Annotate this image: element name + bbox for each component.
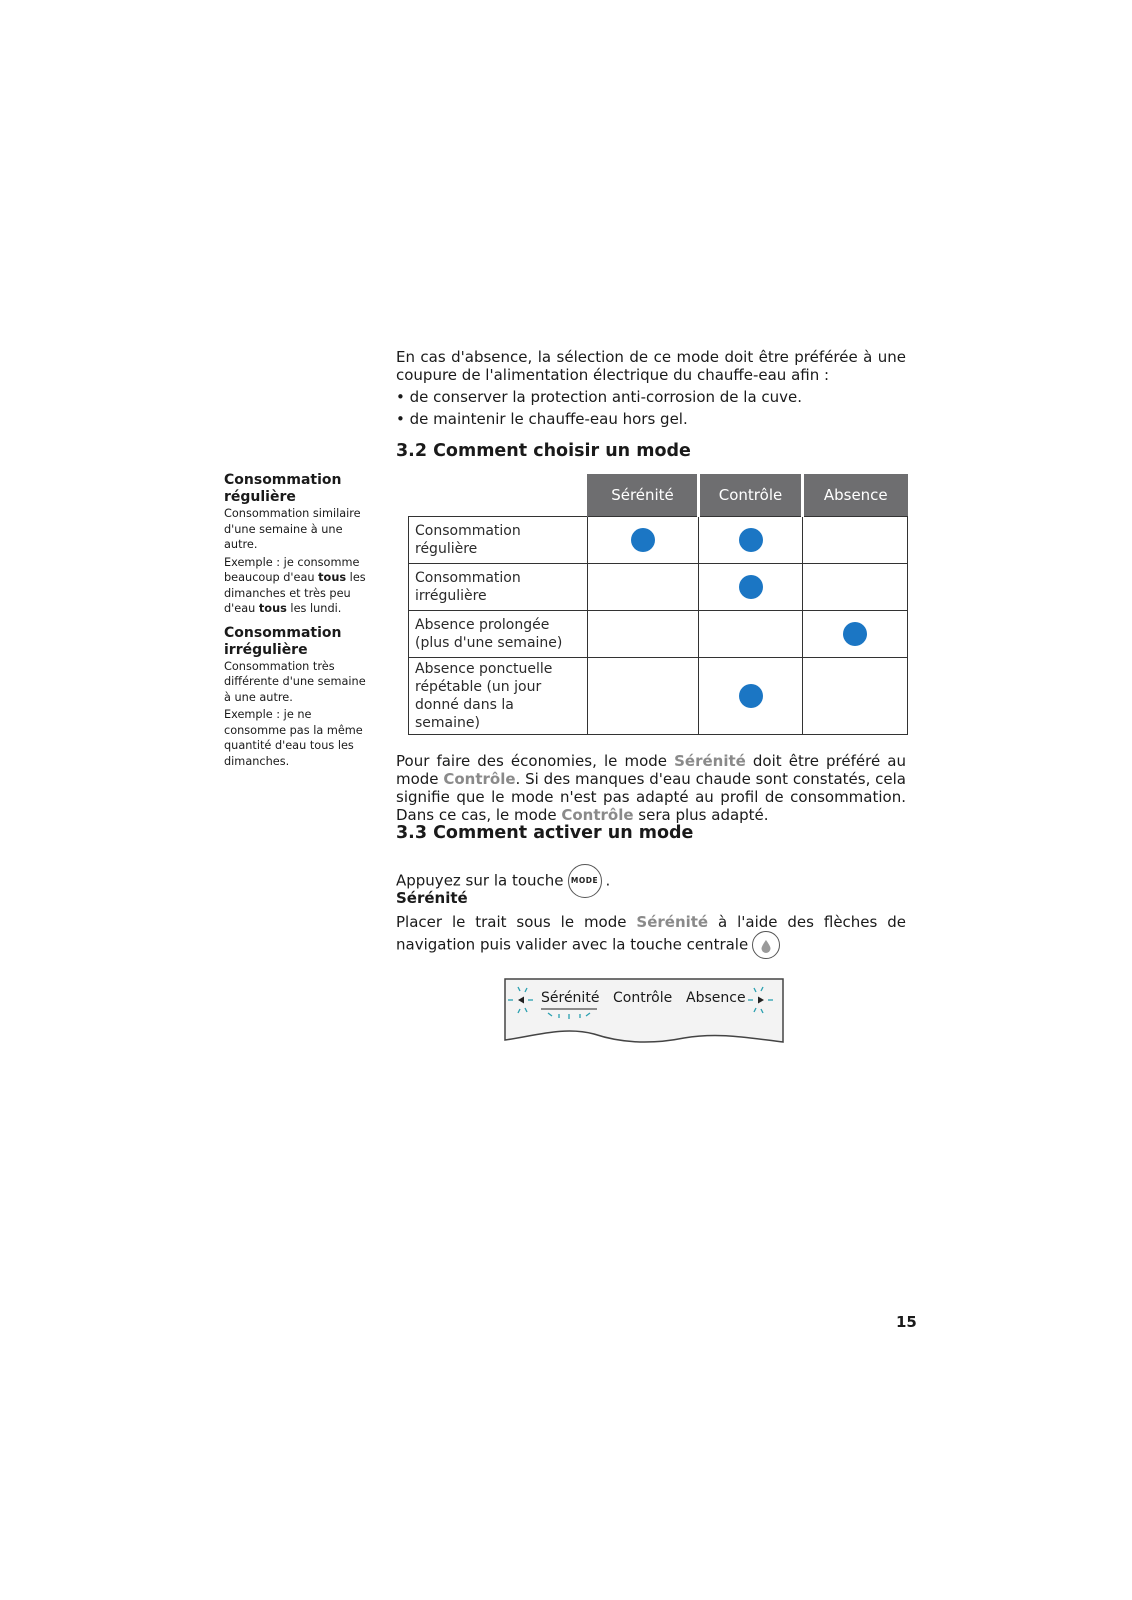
cell xyxy=(588,611,699,658)
display-illustration xyxy=(504,978,784,1048)
cell xyxy=(588,564,699,611)
row-label: Consommation irrégulière xyxy=(409,564,588,611)
mode-selection-table xyxy=(408,474,908,735)
column-absence: Absence xyxy=(803,474,908,517)
cell xyxy=(803,564,908,611)
mode-button-icon: MODE xyxy=(568,864,602,898)
row-label: Absence prolongée (plus d'une semaine) xyxy=(409,611,588,658)
table-row xyxy=(409,658,908,735)
table-row xyxy=(409,564,908,611)
cell xyxy=(803,517,908,564)
cell xyxy=(699,564,803,611)
regular-consumption-example: Exemple : je consomme beaucoup d'eau tous les dimanches et très peu d'eau tous les lundi. xyxy=(224,555,366,615)
selection-dot xyxy=(631,528,655,552)
table-corner xyxy=(409,474,588,517)
sidebar-notes xyxy=(224,472,372,771)
column-serenite: Sérénité xyxy=(588,474,699,517)
display-item-absence: Absence xyxy=(686,990,746,1006)
water-drop-icon xyxy=(752,931,780,959)
serenite-subtitle: Sérénité xyxy=(396,889,468,907)
cell xyxy=(699,658,803,735)
display-frame xyxy=(504,978,784,1048)
irregular-consumption-desc: Consommation très différente d'une semaine à une autre. xyxy=(224,659,366,704)
advice-paragraph: Pour faire des économies, le mode Sérénité doit être préféré au mode Contrôle. Si des manques d'eau chaude sont constatés, cela signifie que le mode n'est pas adapté au profil de consommation. Dans ce cas, le mode Contrôle sera plus adapté. xyxy=(396,752,906,824)
regular-consumption-title: Consommation régulière xyxy=(224,472,342,505)
section-3-2-title: 3.2 Comment choisir un mode xyxy=(396,441,691,461)
selection-dot xyxy=(843,622,867,646)
cell xyxy=(803,658,908,735)
cell xyxy=(699,611,803,658)
selection-dot xyxy=(739,684,763,708)
serenite-instruction: Placer le trait sous le mode Sérénité à l'aide des flèches de navigation puis valider avec la touche centrale xyxy=(396,913,906,959)
table-header-row xyxy=(409,474,908,517)
intro-text: En cas d'absence, la sélection de ce mode doit être préférée à une coupure de l'alimentation électrique du chauffe-eau afin : xyxy=(396,348,906,384)
cell xyxy=(588,658,699,735)
regular-consumption-desc: Consommation similaire d'une semaine à une autre. xyxy=(224,507,361,551)
selection-dot xyxy=(739,528,763,552)
column-controle: Contrôle xyxy=(699,474,803,517)
section-3-3-title: 3.3 Comment activer un mode xyxy=(396,823,694,843)
intro-bullet-2: • de maintenir le chauffe-eau hors gel. xyxy=(396,410,688,428)
intro-bullet-1: • de conserver la protection anti-corrosion de la cuve. xyxy=(396,388,803,406)
cell xyxy=(588,517,699,564)
page-number: 15 xyxy=(896,1313,917,1331)
display-item-serenite: Sérénité xyxy=(541,990,600,1006)
row-label: Consommation régulière xyxy=(409,517,588,564)
table-row xyxy=(409,611,908,658)
display-item-controle: Contrôle xyxy=(613,990,673,1006)
row-label: Absence ponctuelle répétable (un jour donné dans la semaine) xyxy=(409,658,588,735)
cell xyxy=(699,517,803,564)
irregular-consumption-example: Exemple : je ne consomme pas la même quantité d'eau tous les dimanches. xyxy=(224,708,363,768)
irregular-consumption-title: Consommation irrégulière xyxy=(224,624,342,658)
table-row xyxy=(409,517,908,564)
intro-block xyxy=(396,348,906,428)
selection-dot xyxy=(739,575,763,599)
cell xyxy=(803,611,908,658)
press-mode-line: Appuyez sur la touche MODE . xyxy=(396,864,906,898)
